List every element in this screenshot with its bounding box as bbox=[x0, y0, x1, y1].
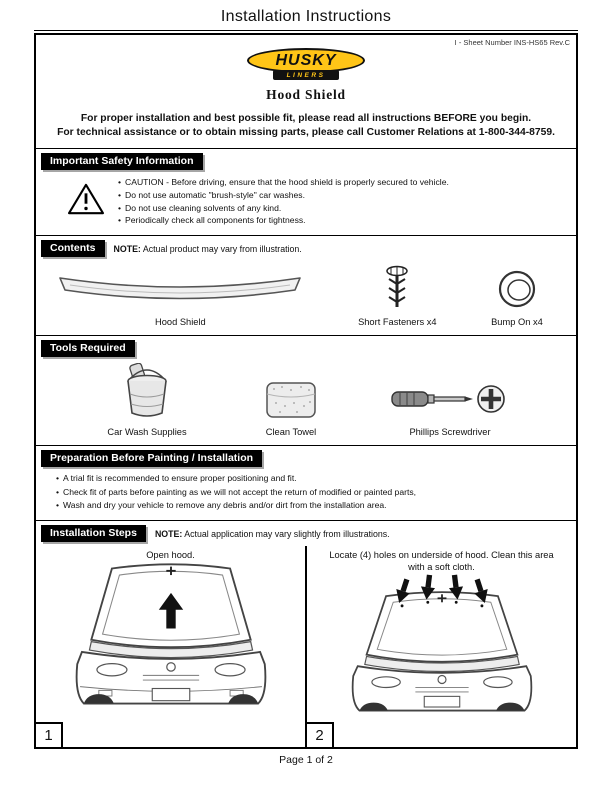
page-footer: Page 1 of 2 bbox=[279, 754, 333, 766]
bump-on-figure bbox=[468, 267, 566, 327]
husky-logo-liners-strip: LINERS bbox=[273, 70, 339, 80]
safety-section-header: Important Safety Information bbox=[41, 153, 203, 170]
safety-bullet: • CAUTION - Before driving, ensure that the hood shield is properly secured to vehicle. bbox=[118, 176, 562, 189]
installation-steps-section bbox=[36, 520, 576, 747]
preparation-bullet-list bbox=[56, 472, 562, 512]
preparation-header-row bbox=[41, 450, 576, 467]
intro-line-1: For proper installation and best possible fit, please read all instructions BEFORE you begin. bbox=[80, 113, 532, 124]
safety-body bbox=[36, 172, 576, 236]
hood-shield-label: Hood Shield bbox=[155, 317, 206, 328]
preparation-bullet: • Wash and dry your vehicle to remove any debris and/or dirt from the installation area. bbox=[56, 499, 562, 512]
steps-section-header: Installation Steps bbox=[41, 525, 146, 542]
page-title: Installation Instructions bbox=[220, 8, 392, 25]
steps-panels bbox=[36, 546, 576, 747]
tools-header-row bbox=[41, 340, 576, 357]
sheet-number: I - Sheet Number INS-HS65 Rev.C bbox=[454, 38, 570, 47]
bump-on-illustration bbox=[495, 267, 539, 311]
fastener-label: Short Fasteners x4 bbox=[358, 317, 437, 328]
step-2-caption: Locate (4) holes on underside of hood. Clean this area with a soft cloth. bbox=[329, 550, 554, 573]
product-title: Hood Shield bbox=[266, 87, 346, 102]
title-divider bbox=[34, 30, 578, 31]
step-1-number: 1 bbox=[36, 722, 63, 747]
phillips-screwdriver-illustration bbox=[390, 379, 510, 421]
tools-illustrations bbox=[36, 359, 576, 445]
screwdriver-label: Phillips Screwdriver bbox=[409, 427, 491, 438]
preparation-body bbox=[36, 469, 576, 520]
towel-figure bbox=[241, 379, 341, 437]
contents-note bbox=[114, 244, 302, 254]
bump-on-label: Bump On x4 bbox=[491, 317, 543, 328]
hood-shield-figure bbox=[54, 269, 307, 327]
tools-section-header: Tools Required bbox=[41, 340, 135, 357]
steps-note-label: NOTE: bbox=[154, 528, 183, 539]
preparation-bullet: • A trial fit is recommended to ensure proper positioning and fit. bbox=[56, 472, 562, 485]
intro-line-2: For technical assistance or to obtain missing parts, please call Customer Relations at 1-800-344-8759. bbox=[57, 126, 555, 138]
tools-section bbox=[36, 335, 576, 445]
step-2-number: 2 bbox=[307, 722, 334, 747]
hood-shield-illustration bbox=[54, 269, 306, 311]
clean-towel-illustration bbox=[264, 379, 318, 421]
intro-text bbox=[36, 112, 576, 148]
contents-note-text: Actual product may vary from illustration. bbox=[142, 243, 302, 254]
safety-header-row bbox=[41, 153, 576, 170]
husky-liners-logo bbox=[247, 48, 365, 80]
contents-header-row bbox=[41, 240, 576, 257]
fastener-figure bbox=[341, 265, 454, 327]
car-wash-figure bbox=[87, 363, 207, 437]
car-wash-label: Car Wash Supplies bbox=[107, 427, 187, 438]
safety-section bbox=[36, 148, 576, 236]
main-border-box bbox=[34, 33, 578, 749]
steps-header-row bbox=[41, 525, 576, 542]
step-1-caption: Open hood. bbox=[146, 550, 195, 561]
warning-icon-wrap bbox=[54, 176, 118, 216]
screwdriver-figure bbox=[375, 379, 525, 437]
steps-note-text: Actual application may vary slightly from illustrations. bbox=[184, 528, 390, 539]
contents-section bbox=[36, 235, 576, 335]
step-2-car-illustration bbox=[320, 573, 564, 715]
towel-label: Clean Towel bbox=[265, 427, 317, 438]
contents-illustrations bbox=[36, 259, 576, 335]
fastener-illustration bbox=[380, 265, 414, 311]
preparation-section-header: Preparation Before Painting / Installation bbox=[41, 450, 262, 467]
step-panel-1 bbox=[36, 546, 307, 747]
contents-section-header: Contents bbox=[41, 240, 105, 257]
safety-bullet: • Periodically check all components for tightness. bbox=[118, 214, 562, 227]
steps-note bbox=[155, 529, 390, 539]
car-wash-bucket-illustration bbox=[115, 363, 179, 421]
safety-bullet: • Do not use automatic "brush-style" car washes. bbox=[118, 189, 562, 202]
preparation-bullet: • Check fit of parts before painting as we will not accept the return of modified or painted parts, bbox=[56, 486, 562, 499]
warning-triangle-icon bbox=[67, 182, 105, 216]
logo-area bbox=[36, 48, 576, 80]
step-1-car-illustration bbox=[49, 561, 293, 711]
safety-bullet-list bbox=[118, 176, 562, 228]
step-panel-2 bbox=[307, 546, 576, 747]
husky-logo-badge: HUSKY bbox=[247, 48, 365, 73]
contents-note-label: NOTE: bbox=[113, 243, 141, 254]
preparation-section bbox=[36, 445, 576, 520]
safety-bullet: • Do not use cleaning solvents of any kind. bbox=[118, 202, 562, 215]
